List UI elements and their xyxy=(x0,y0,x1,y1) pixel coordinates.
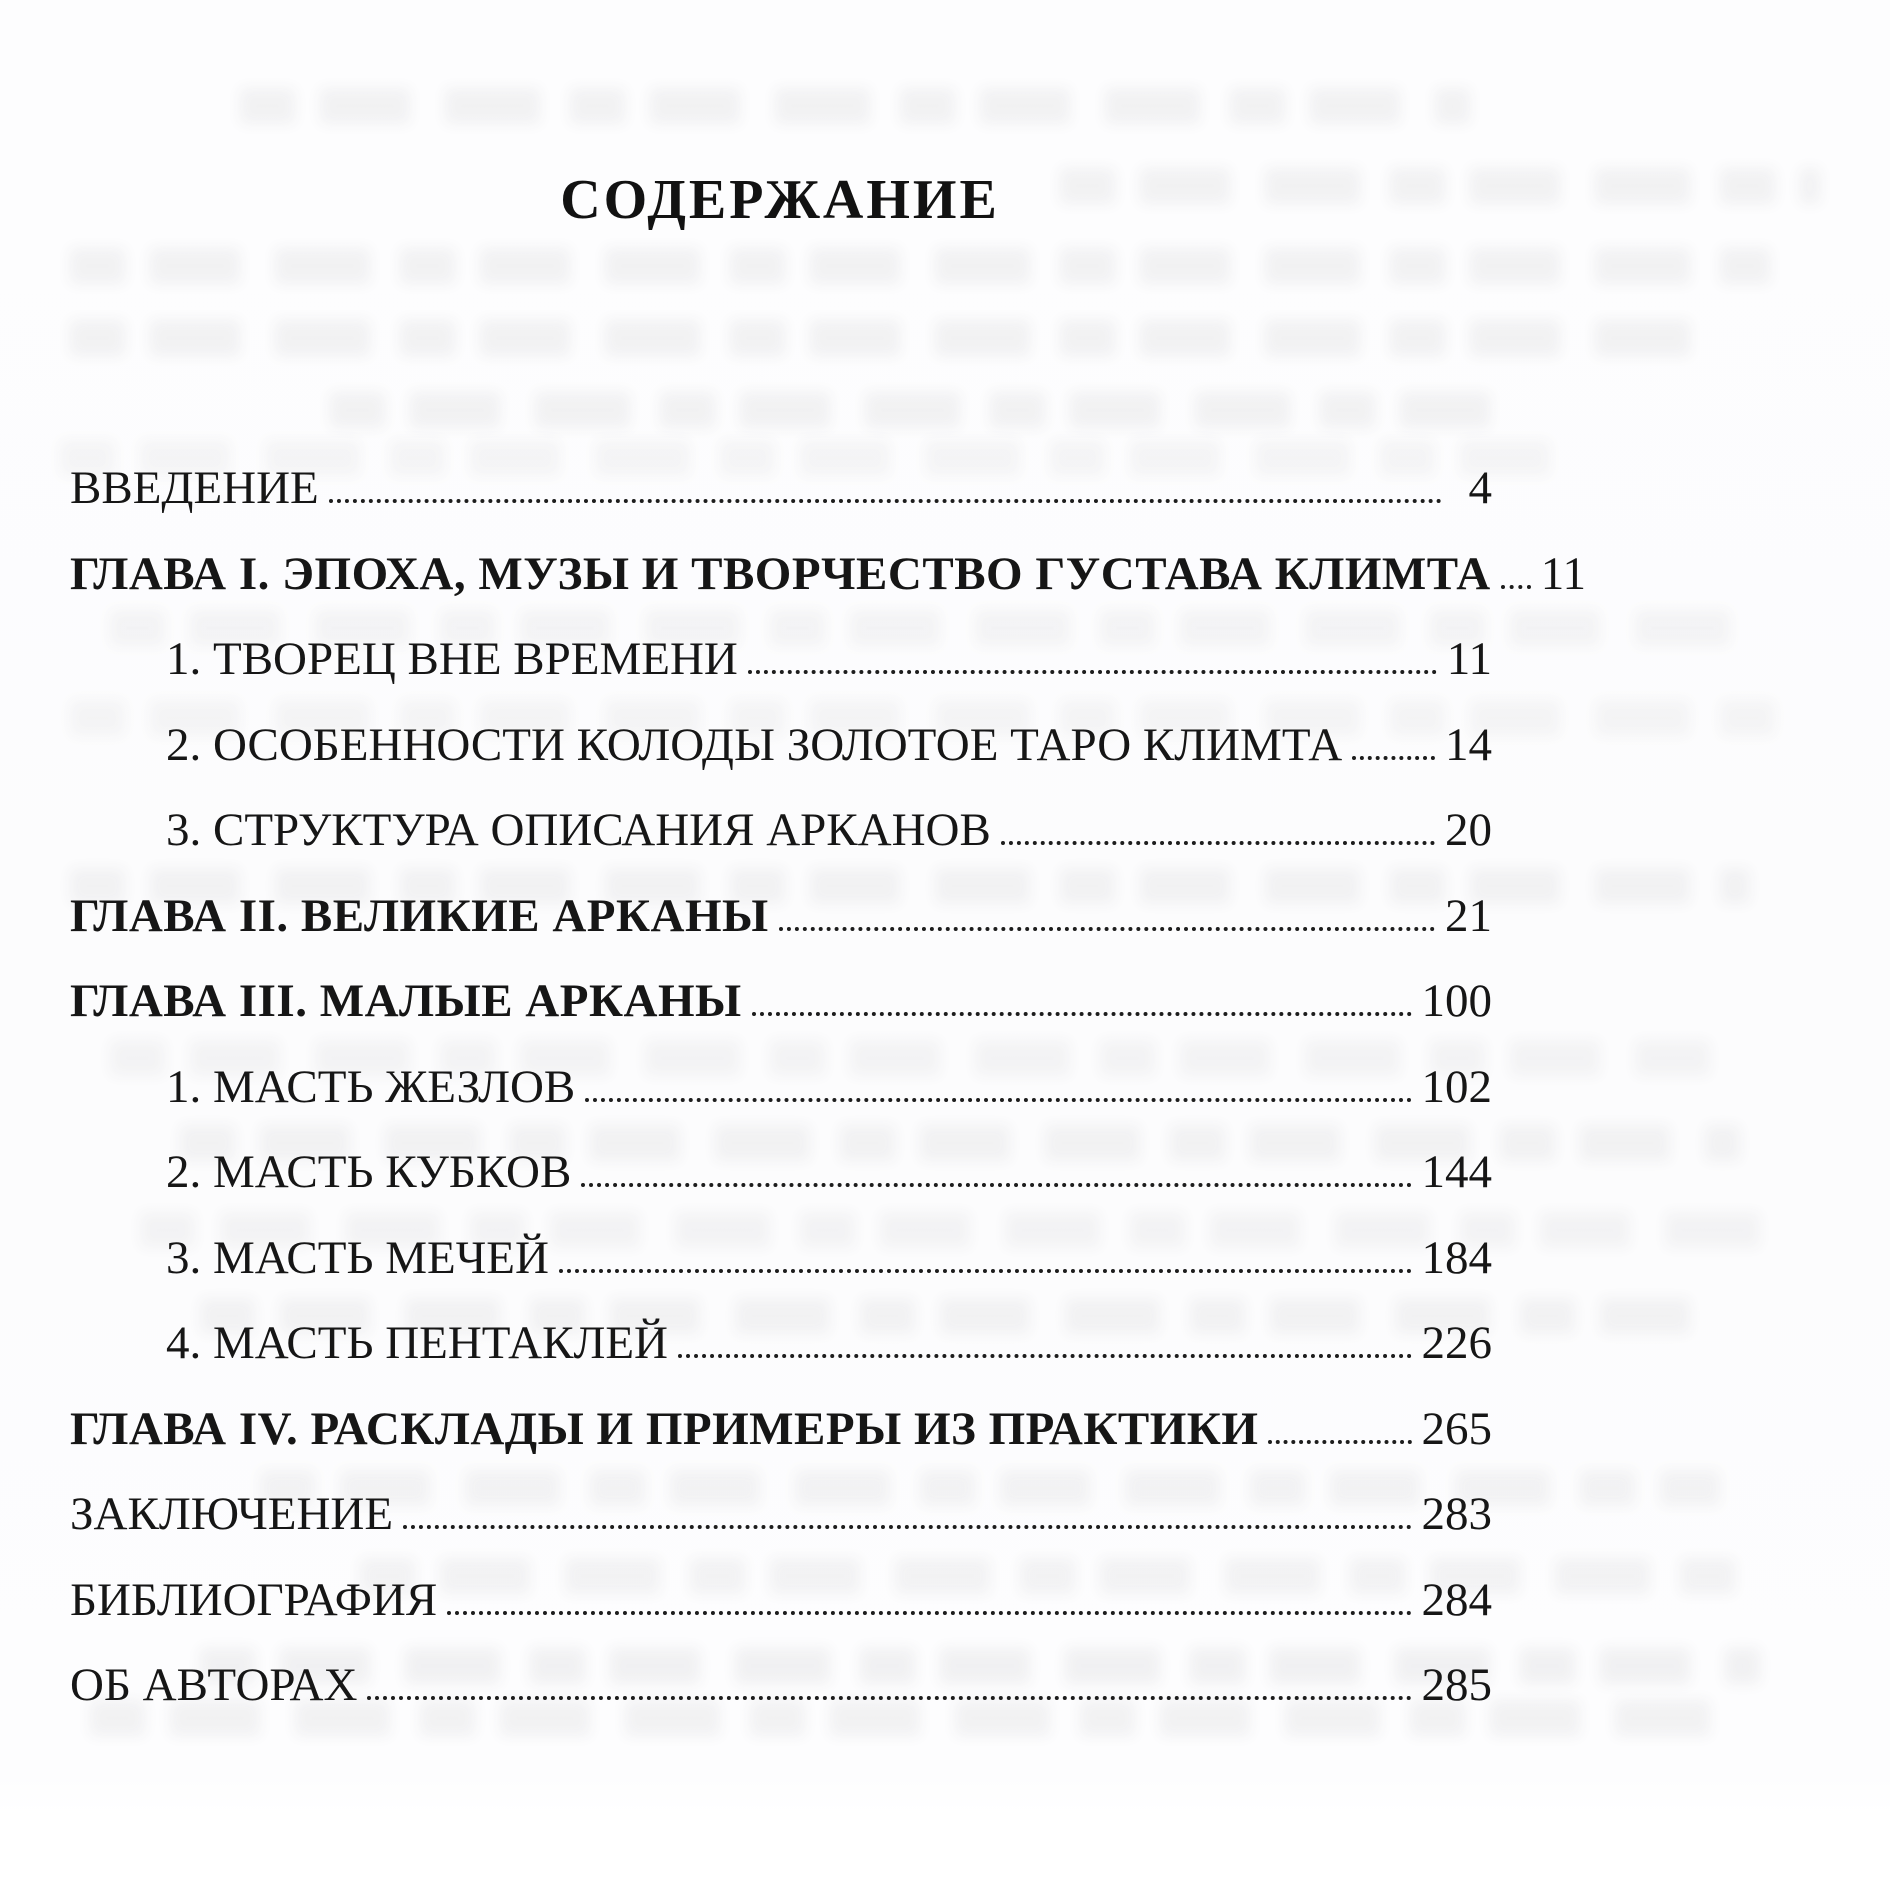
dot-leader xyxy=(585,1098,1411,1102)
toc-entry-page: 283 xyxy=(1421,1488,1492,1540)
dot-leader xyxy=(559,1269,1412,1273)
dot-leader xyxy=(752,1012,1412,1016)
dot-leader xyxy=(1001,841,1435,845)
dot-leader xyxy=(678,1354,1412,1358)
toc-entry-label: ЗАКЛЮЧЕНИЕ xyxy=(70,1488,394,1540)
toc-entry xyxy=(70,703,1492,789)
toc-entry-label: 3. МАСТЬ МЕЧЕЙ xyxy=(166,1231,549,1284)
bleed-through-artifact xyxy=(240,88,1470,124)
toc-entry-label: ГЛАВА III. МАЛЫЕ АРКАНЫ xyxy=(70,975,742,1027)
toc-entry xyxy=(70,1130,1492,1216)
bleed-through-artifact xyxy=(70,248,1770,284)
dot-leader xyxy=(367,1696,1411,1700)
toc-entry-page: 285 xyxy=(1421,1659,1492,1711)
toc-entry-page: 20 xyxy=(1445,804,1492,856)
toc-entry-label: БИБЛИОГРАФИЯ xyxy=(70,1573,438,1626)
toc-entry-page: 265 xyxy=(1421,1402,1492,1455)
dot-leader xyxy=(748,670,1437,674)
dot-leader xyxy=(1352,756,1435,760)
toc-entry xyxy=(70,1216,1492,1302)
toc-entry xyxy=(70,617,1492,703)
toc-entry-label: 2. ОСОБЕННОСТИ КОЛОДЫ ЗОЛОТОЕ ТАРО КЛИМТА xyxy=(166,718,1343,771)
toc-entry-page: 226 xyxy=(1421,1317,1492,1369)
toc-entry-page: 4 xyxy=(1468,462,1492,514)
toc-entry xyxy=(70,1045,1492,1131)
toc-entry-page: 144 xyxy=(1421,1146,1492,1198)
toc-entry-label: 3. СТРУКТУРА ОПИСАНИЯ АРКАНОВ xyxy=(166,804,991,856)
toc-entry-label: 2. МАСТЬ КУБКОВ xyxy=(166,1146,572,1198)
toc-entry xyxy=(70,1643,1492,1729)
dot-leader xyxy=(779,927,1435,931)
toc-entry xyxy=(70,1472,1492,1558)
toc-entry-label: 4. МАСТЬ ПЕНТАКЛЕЙ xyxy=(166,1317,668,1369)
dot-leader xyxy=(581,1183,1411,1187)
toc-entry-page: 100 xyxy=(1421,975,1492,1027)
toc-entry xyxy=(70,874,1492,960)
toc-entry-label: ГЛАВА I. ЭПОХА, МУЗЫ И ТВОРЧЕСТВО ГУСТАВА КЛИМТА xyxy=(70,547,1491,600)
toc-entry xyxy=(70,788,1492,874)
toc-entry-label: ГЛАВА II. ВЕЛИКИЕ АРКАНЫ xyxy=(70,889,769,942)
bleed-through-artifact xyxy=(70,320,1720,356)
toc-entry xyxy=(70,1301,1492,1387)
toc-entry-label: ВВЕДЕНИЕ xyxy=(70,462,319,514)
toc-entry-page: 184 xyxy=(1421,1231,1492,1284)
dot-leader xyxy=(329,499,1442,503)
toc-entry xyxy=(70,446,1492,532)
dot-leader xyxy=(1501,585,1531,589)
toc-entry xyxy=(70,532,1586,618)
toc-entry xyxy=(70,1387,1492,1473)
toc-entry-label: 1. МАСТЬ ЖЕЗЛОВ xyxy=(166,1060,576,1113)
toc-entry-page: 21 xyxy=(1445,889,1492,942)
toc-entry-label: ОБ АВТОРАХ xyxy=(70,1659,358,1711)
toc-entry xyxy=(70,1558,1492,1644)
toc-entry-page: 11 xyxy=(1446,633,1492,685)
toc-entry-page: 14 xyxy=(1445,718,1492,771)
table-of-contents xyxy=(70,446,1586,1729)
toc-entry-page: 284 xyxy=(1421,1573,1492,1626)
toc-entry-page: 11 xyxy=(1540,547,1586,600)
dot-leader xyxy=(1268,1440,1411,1444)
bleed-through-artifact xyxy=(330,392,1510,428)
toc-entry-label: 1. ТВОРЕЦ ВНЕ ВРЕМЕНИ xyxy=(166,633,738,685)
page-title: СОДЕРЖАНИЕ xyxy=(560,169,1000,231)
toc-entry xyxy=(70,959,1492,1045)
dot-leader xyxy=(403,1525,1411,1529)
toc-entry-page: 102 xyxy=(1421,1060,1492,1113)
toc-entry-label: ГЛАВА IV. РАСКЛАДЫ И ПРИМЕРЫ ИЗ ПРАКТИКИ xyxy=(70,1402,1259,1455)
dot-leader xyxy=(447,1611,1411,1615)
